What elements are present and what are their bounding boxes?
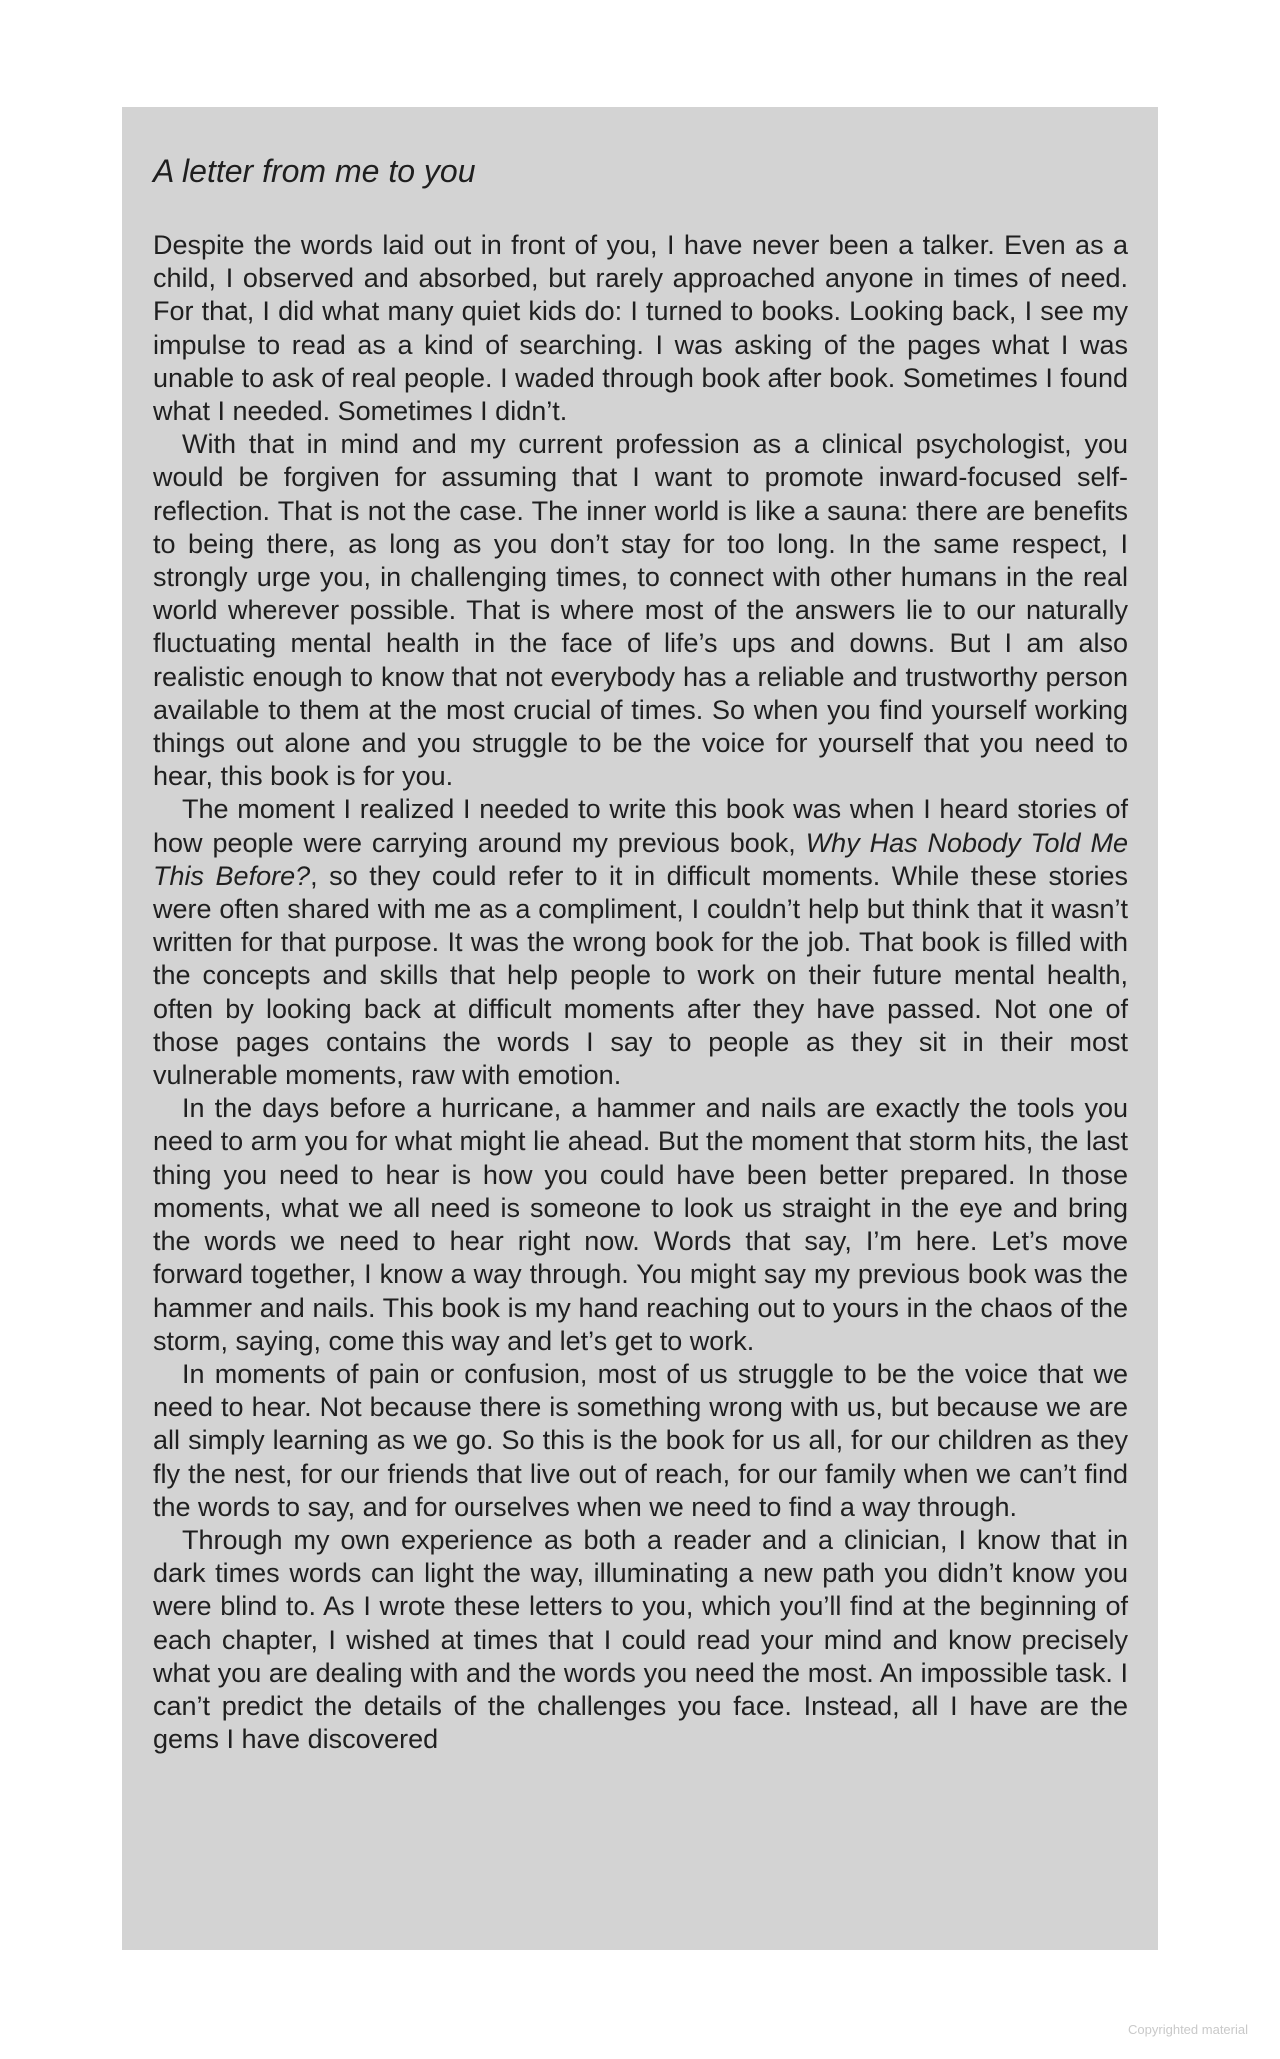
paragraph-6: Through my own experience as both a reader and a clinician, I know that in dark times words can light the way, illuminating a new path you didn’t know you were blind to. As I wrote these letters to you, which you’ll find at the beginning of each chapter, I wished at times that I could read your mind and know precisely what you are dealing with and the words you need the most. An impossible task. I can’t predict the details of the challenges you face. Instead, all I have are the gems I have discovered xyxy=(153,1524,1128,1755)
paragraph-3 xyxy=(153,793,1128,1092)
paragraph-2: With that in mind and my current profession as a clinical psychologist, you would be forgiven for assuming that I want to promote inward-focused self-reflection. That is not the case. The inner world is like a sauna: there are benefits to being there, as long as you don’t stay for too long. In the same respect, I strongly urge you, in challenging times, to connect with other humans in the real world wherever possible. That is where most of the answers lie to our naturally fluctuating mental health in the face of life’s ups and downs. But I am also realistic enough to know that not everybody has a reliable and trustworthy person available to them at the most crucial of times. So when you find yourself working things out alone and you struggle to be the voice for yourself that you need to hear, this book is for you. xyxy=(153,429,1128,792)
paragraph-3-text-after: , so they could refer to it in difficult moments. While these stories were often shared with me as a compliment, I couldn’t help but think that it wasn’t written for that purpose. It was the wrong book for the job. That book is filled with the concepts and skills that help people to work on their future mental health, often by looking back at difficult moments after they have passed. Not one of those pages contains the words I say to people as they sit in their most vulnerable moments, raw with emotion. xyxy=(153,860,1128,1091)
paragraph-4: In the days before a hurricane, a hammer and nails are exactly the tools you need to arm you for what might lie ahead. But the moment that storm hits, the last thing you need to hear is how you could have been better prepared. In those moments, what we all need is someone to look us straight in the eye and bring the words we need to hear right now. Words that say, I’m here. Let’s move forward together, I know a way through. You might say my previous book was the hammer and nails. This book is my hand reaching out to yours in the chaos of the storm, saying, come this way and let’s get to work. xyxy=(153,1093,1128,1356)
paragraph-1: Despite the words laid out in front of you, I have never been a talker. Even as a child, I observed and absorbed, but rarely approached anyone in times of need. For that, I did what many quiet kids do: I turned to books. Looking back, I see my impulse to read as a kind of searching. I was asking of the pages what I was unable to ask of real people. I waded through book after book. Sometimes I found what I needed. Sometimes I didn’t. xyxy=(153,230,1128,427)
page-title: A letter from me to you xyxy=(153,153,476,189)
paragraph-5: In moments of pain or confusion, most of us struggle to be the voice that we need to hear. Not because there is something wrong with us, but because we are all simply learning as we go. So this is the book for us all, for our children as they fly the nest, for our friends that live out of reach, for our family when we can’t find the words to say, and for ourselves when we need to find a way through. xyxy=(153,1358,1128,1522)
paragraph-3-text-before: The moment I realized I needed to write this book was when I heard stories of how people were carrying around my previous book, xyxy=(153,794,1128,858)
letter-body xyxy=(153,229,1128,1756)
book-title-italic: Why Has Nobody Told Me This Before? xyxy=(153,827,1128,891)
letter-panel xyxy=(122,107,1158,1950)
copyright-notice: Copyrighted material xyxy=(1128,2022,1248,2037)
